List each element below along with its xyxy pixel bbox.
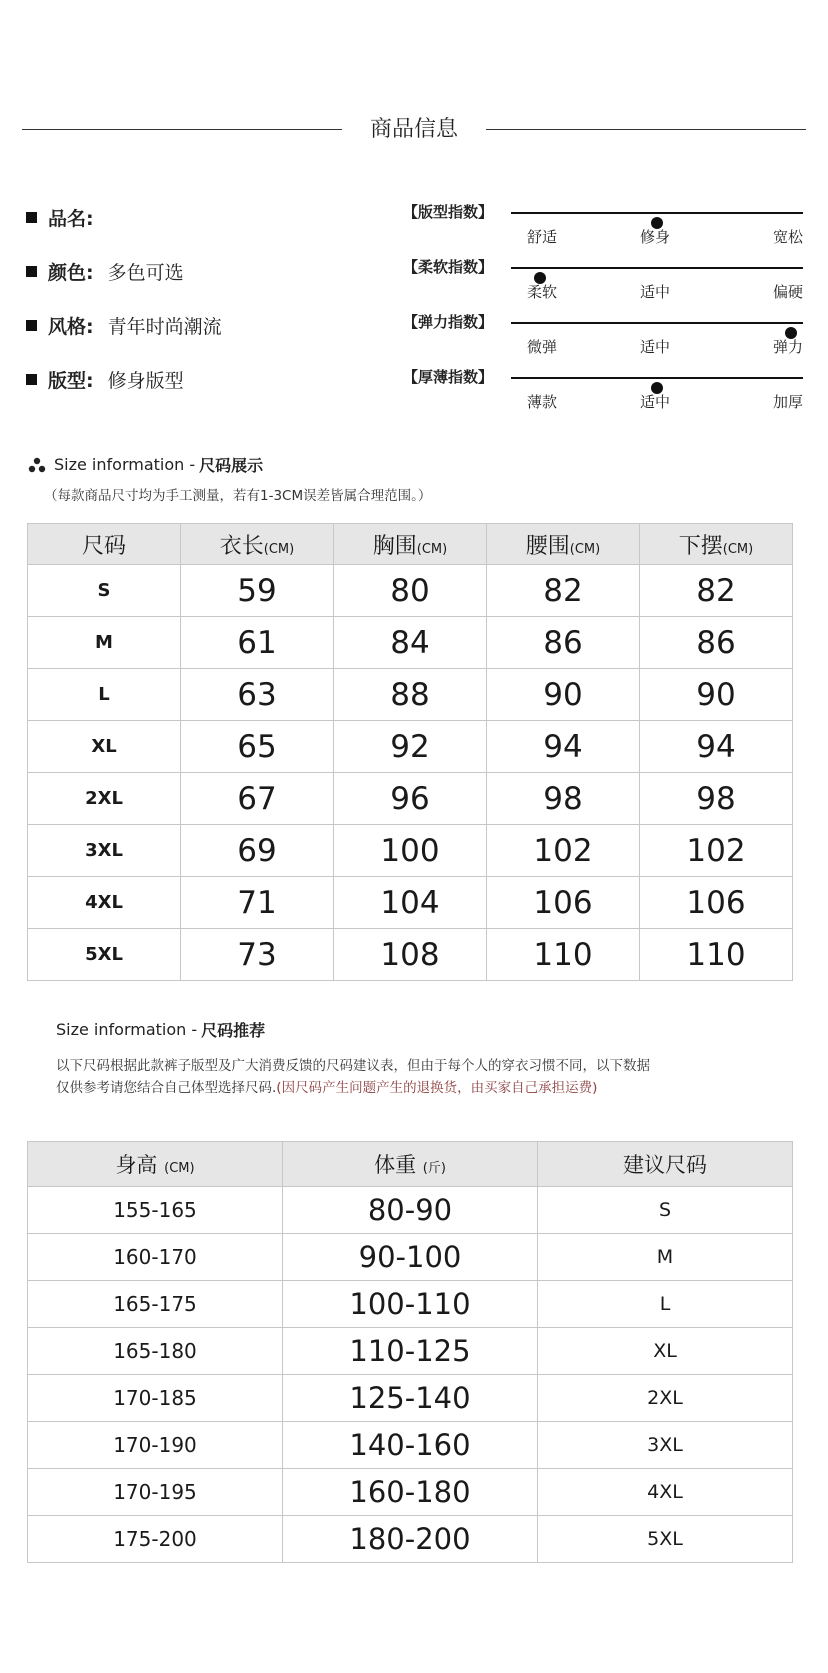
size-table-header — [28, 524, 793, 565]
table-row — [28, 1516, 793, 1563]
table-cell: 86 — [640, 617, 793, 669]
section-title: 商品信息 — [0, 112, 828, 143]
table-cell: 106 — [487, 877, 640, 929]
table-row — [28, 721, 793, 773]
table-row — [28, 1187, 793, 1234]
table-cell: 67 — [181, 773, 334, 825]
table-cell: 4XL — [28, 877, 181, 929]
table-cell: 110 — [640, 929, 793, 981]
index-fit: 【版型指数】 舒适 修身 宽松 — [403, 203, 803, 246]
table-cell: XL — [538, 1328, 793, 1375]
index-thickness: 【厚薄指数】 薄款 适中 加厚 — [403, 368, 803, 411]
table-cell: 80 — [334, 565, 487, 617]
table-cell: 92 — [334, 721, 487, 773]
table-cell: 5XL — [28, 929, 181, 981]
size-recommend-note-1: 以下尺码根据此款裤子版型及广大消费反馈的尺码建议表，但由于每个人的穿衣习惯不同，以下数据 — [56, 1058, 650, 1074]
col-recommended-size: 建议尺码 — [538, 1142, 793, 1187]
table-cell: 110 — [487, 929, 640, 981]
table-cell: 102 — [640, 825, 793, 877]
bullet-square-icon — [26, 266, 37, 277]
table-cell: 170-185 — [28, 1375, 283, 1422]
table-cell: 86 — [487, 617, 640, 669]
size-display-title: Size information - 尺码展示 — [28, 453, 263, 476]
table-cell: 125-140 — [283, 1375, 538, 1422]
table-cell: 160-170 — [28, 1234, 283, 1281]
table-cell: 2XL — [28, 773, 181, 825]
table-cell: 106 — [640, 877, 793, 929]
table-cell: 69 — [181, 825, 334, 877]
table-cell: 61 — [181, 617, 334, 669]
info-style: 风格: 青年时尚潮流 — [26, 312, 222, 339]
table-cell: 71 — [181, 877, 334, 929]
table-cell: 90 — [640, 669, 793, 721]
bullet-square-icon — [26, 320, 37, 331]
table-cell: 88 — [334, 669, 487, 721]
table-row — [28, 1281, 793, 1328]
table-cell: 170-190 — [28, 1422, 283, 1469]
table-row — [28, 617, 793, 669]
table-cell: 98 — [640, 773, 793, 825]
table-row — [28, 669, 793, 721]
recommend-table-header — [28, 1142, 793, 1187]
table-cell: 63 — [181, 669, 334, 721]
table-cell: 96 — [334, 773, 487, 825]
table-cell: 82 — [487, 565, 640, 617]
table-cell: 102 — [487, 825, 640, 877]
index-track — [511, 267, 803, 269]
col-hem: 下摆(CM) — [640, 524, 793, 565]
bullet-square-icon — [26, 212, 37, 223]
table-cell: 175-200 — [28, 1516, 283, 1563]
table-cell: XL — [28, 721, 181, 773]
table-cell: 59 — [181, 565, 334, 617]
table-cell: 140-160 — [283, 1422, 538, 1469]
index-track — [511, 322, 803, 324]
table-row — [28, 825, 793, 877]
col-length: 衣长(CM) — [181, 524, 334, 565]
table-cell: 170-195 — [28, 1469, 283, 1516]
table-cell: 3XL — [538, 1422, 793, 1469]
table-cell: 82 — [640, 565, 793, 617]
index-elasticity: 【弹力指数】 微弹 适中 弹力 — [403, 313, 803, 356]
col-weight: 体重 (斤) — [283, 1142, 538, 1187]
table-cell: M — [28, 617, 181, 669]
recommend-table — [27, 1141, 793, 1563]
size-recommend-note-2: 仅供参考请您结合自己体型选择尺码.(因尺码产生问题产生的退换货，由买家自己承担运费) — [56, 1080, 598, 1096]
table-cell: 80-90 — [283, 1187, 538, 1234]
size-recommend-title: Size information - 尺码推荐 — [56, 1020, 266, 1040]
table-cell: 2XL — [538, 1375, 793, 1422]
table-row — [28, 1422, 793, 1469]
table-cell: L — [28, 669, 181, 721]
table-cell: S — [538, 1187, 793, 1234]
table-cell: 165-175 — [28, 1281, 283, 1328]
table-cell: 100-110 — [283, 1281, 538, 1328]
table-row — [28, 565, 793, 617]
table-cell: 3XL — [28, 825, 181, 877]
bullet-square-icon — [26, 374, 37, 385]
table-cell: 98 — [487, 773, 640, 825]
table-cell: L — [538, 1281, 793, 1328]
table-row — [28, 1234, 793, 1281]
table-row — [28, 929, 793, 981]
table-cell: S — [28, 565, 181, 617]
table-row — [28, 773, 793, 825]
table-cell: 84 — [334, 617, 487, 669]
table-row — [28, 1375, 793, 1422]
col-size: 尺码 — [28, 524, 181, 565]
index-softness: 【柔软指数】 柔软 适中 偏硬 — [403, 258, 803, 301]
col-waist: 腰围(CM) — [487, 524, 640, 565]
table-cell: 90-100 — [283, 1234, 538, 1281]
table-row — [28, 877, 793, 929]
table-row — [28, 1328, 793, 1375]
table-cell: 155-165 — [28, 1187, 283, 1234]
col-height: 身高 (CM) — [28, 1142, 283, 1187]
table-cell: 90 — [487, 669, 640, 721]
table-cell: 5XL — [538, 1516, 793, 1563]
table-cell: 160-180 — [283, 1469, 538, 1516]
index-track — [511, 212, 803, 214]
trefoil-icon — [28, 457, 46, 473]
table-cell: 110-125 — [283, 1328, 538, 1375]
size-table — [27, 523, 793, 981]
index-track — [511, 377, 803, 379]
table-cell: 180-200 — [283, 1516, 538, 1563]
table-cell: 100 — [334, 825, 487, 877]
table-cell: 65 — [181, 721, 334, 773]
table-cell: 94 — [487, 721, 640, 773]
table-cell: 108 — [334, 929, 487, 981]
size-display-note: （每款商品尺寸均为手工测量，若有1-3CM误差皆属合理范围。） — [44, 488, 432, 504]
col-chest: 胸围(CM) — [334, 524, 487, 565]
table-cell: 94 — [640, 721, 793, 773]
table-cell: 104 — [334, 877, 487, 929]
table-cell: 165-180 — [28, 1328, 283, 1375]
table-cell: M — [538, 1234, 793, 1281]
info-fit: 版型: 修身版型 — [26, 366, 184, 393]
table-cell: 4XL — [538, 1469, 793, 1516]
table-cell: 73 — [181, 929, 334, 981]
info-name: 品名: — [26, 204, 108, 231]
table-row — [28, 1469, 793, 1516]
info-color: 颜色: 多色可选 — [26, 258, 184, 285]
